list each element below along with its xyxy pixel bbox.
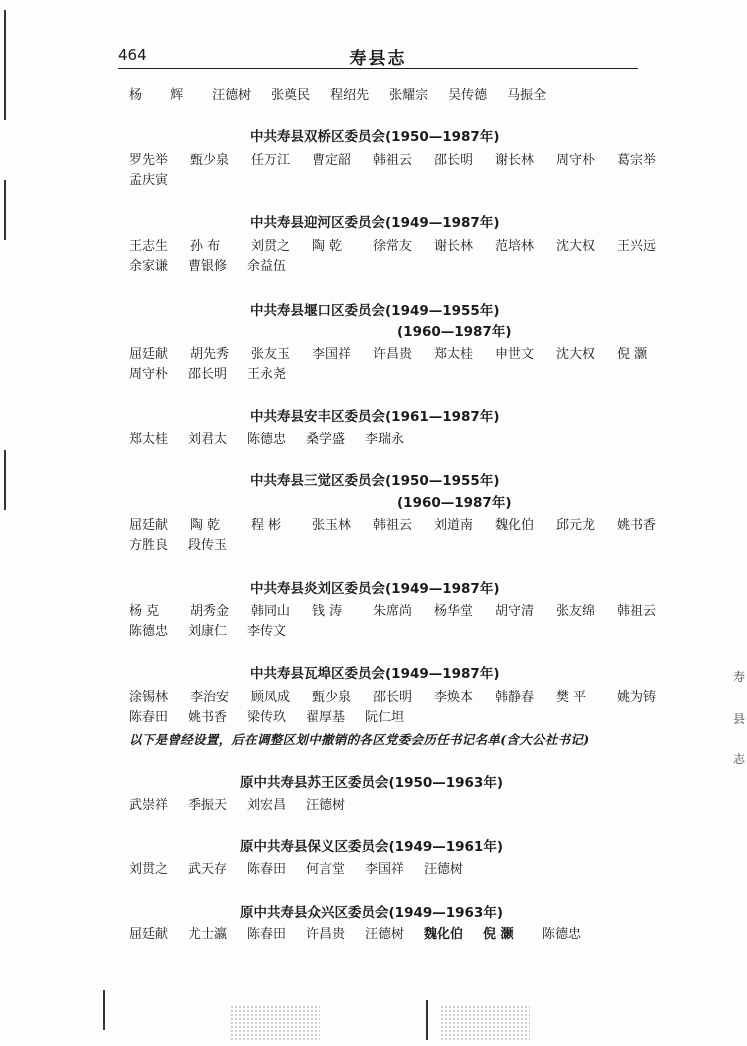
scan-noise <box>440 1005 530 1041</box>
person-name: 韩同山 <box>251 604 291 619</box>
name-row <box>129 149 659 168</box>
former-section-heading: 原中共寿县众兴区委员会(1949—1963年) <box>240 905 503 921</box>
edge-mark: 志 <box>733 752 746 766</box>
section-heading: 中共寿县炎刘区委员会(1949—1987年) <box>250 581 500 597</box>
person-name: 汪德树 <box>212 88 252 103</box>
person-name: 余家谦 <box>129 259 169 274</box>
person-name: 谢长林 <box>434 239 474 254</box>
scan-edge-line <box>4 450 6 510</box>
person-name: 倪 灏 <box>483 927 514 942</box>
person-name: 涂锡林 <box>129 690 169 705</box>
person-name: 李瑞永 <box>365 432 405 447</box>
person-name: 尤士瀛 <box>188 927 228 942</box>
person-name: 段传玉 <box>188 538 228 553</box>
person-name: 郑太桂 <box>434 347 474 362</box>
section-heading: 中共寿县堰口区委员会(1949—1955年) <box>250 303 500 319</box>
person-name: 吴传德 <box>448 88 488 103</box>
person-name: 任万江 <box>251 153 291 168</box>
edge-mark: 寿 <box>733 670 746 684</box>
person-name: 梁传玖 <box>247 710 287 725</box>
person-name: 王兴远 <box>617 239 657 254</box>
name-row <box>129 428 659 447</box>
person-name: 汪德树 <box>424 862 464 877</box>
section-heading: 中共寿县安丰区委员会(1961—1987年) <box>250 409 500 425</box>
person-name: 韩祖云 <box>617 604 657 619</box>
person-name: 程 彬 <box>251 518 282 533</box>
person-name: 邱元龙 <box>556 518 596 533</box>
person-name: 陈德忠 <box>247 432 287 447</box>
section-heading: 中共寿县瓦埠区委员会(1949—1987年) <box>250 666 500 682</box>
person-name: 邵长明 <box>373 690 413 705</box>
edge-mark: 县 <box>733 712 746 726</box>
scan-edge-line <box>4 10 6 120</box>
scan-edge-line <box>426 1000 428 1040</box>
person-name: 申世文 <box>495 347 535 362</box>
person-name: 邵长明 <box>188 367 228 382</box>
person-name: 刘君太 <box>188 432 228 447</box>
person-name: 杨 辉 <box>129 88 196 103</box>
person-name: 韩静春 <box>495 690 535 705</box>
name-row <box>129 235 659 254</box>
person-name: 桑学盛 <box>306 432 346 447</box>
person-name: 刘贯之 <box>129 862 169 877</box>
person-name: 张友玉 <box>251 347 291 362</box>
person-name: 武崇祥 <box>129 798 169 813</box>
person-name: 陈春田 <box>129 710 169 725</box>
running-title: 寿县志 <box>349 49 407 69</box>
person-name: 杨华堂 <box>434 604 474 619</box>
person-name: 张奠民 <box>271 88 311 103</box>
person-name: 姚为铸 <box>617 690 657 705</box>
person-name: 杨 克 <box>129 604 160 619</box>
person-name: 顾凤成 <box>251 690 291 705</box>
person-name: 胡守清 <box>495 604 535 619</box>
person-name: 汪德树 <box>306 798 346 813</box>
section-heading: 中共寿县双桥区委员会(1950—1987年) <box>250 129 500 145</box>
person-name: 张玉林 <box>312 518 352 533</box>
person-name: 姚书香 <box>188 710 228 725</box>
person-name: 张耀宗 <box>389 88 429 103</box>
person-name: 阮仁坦 <box>365 710 405 725</box>
page-number: 464 <box>118 46 147 64</box>
section-heading: 中共寿县三觉区委员会(1950—1955年) <box>250 473 500 489</box>
person-name: 胡秀金 <box>190 604 230 619</box>
section-heading: 中共寿县迎河区委员会(1949—1987年) <box>250 215 500 231</box>
name-row <box>129 600 659 619</box>
name-row <box>129 343 659 362</box>
person-name: 谢长林 <box>495 153 535 168</box>
person-name: 刘康仁 <box>188 624 228 639</box>
person-name: 陶 乾 <box>312 239 343 254</box>
person-name: 陶 乾 <box>190 518 221 533</box>
person-name: 徐常友 <box>373 239 413 254</box>
person-name: 罗先举 <box>129 153 169 168</box>
person-name: 王志生 <box>129 239 169 254</box>
person-name: 季振天 <box>188 798 228 813</box>
name-row <box>129 923 659 942</box>
person-name: 沈大权 <box>556 239 596 254</box>
person-name: 甄少泉 <box>312 690 352 705</box>
name-row <box>129 794 659 813</box>
person-name: 郑太桂 <box>129 432 169 447</box>
page-header <box>118 44 638 69</box>
person-name: 李治安 <box>190 690 230 705</box>
person-name: 陈德忠 <box>129 624 169 639</box>
person-name: 翟厚基 <box>306 710 346 725</box>
scan-edge-line <box>103 990 105 1030</box>
person-name: 姚书香 <box>617 518 657 533</box>
section-heading-continued: (1960—1987年) <box>397 495 512 511</box>
person-name: 刘宏昌 <box>247 798 287 813</box>
name-row <box>129 255 659 274</box>
person-name: 范培林 <box>495 239 535 254</box>
name-row <box>129 620 659 639</box>
person-name: 王永尧 <box>247 367 287 382</box>
person-name: 刘贯之 <box>251 239 291 254</box>
name-row <box>129 169 659 188</box>
person-name: 何言堂 <box>306 862 346 877</box>
person-name: 李国祥 <box>365 862 405 877</box>
former-section-heading: 原中共寿县苏王区委员会(1950—1963年) <box>240 775 503 791</box>
person-name: 刘道南 <box>434 518 474 533</box>
person-name: 李焕本 <box>434 690 474 705</box>
person-name: 孟庆寅 <box>129 173 169 188</box>
name-row <box>129 363 659 382</box>
person-name: 胡先秀 <box>190 347 230 362</box>
person-name: 屈廷献 <box>129 927 169 942</box>
person-name: 孙 布 <box>190 239 221 254</box>
person-name: 甄少泉 <box>190 153 230 168</box>
name-row <box>129 534 659 553</box>
scan-noise <box>230 1005 320 1041</box>
person-name: 张友绵 <box>556 604 596 619</box>
person-name: 朱席尚 <box>373 604 413 619</box>
person-name: 樊 平 <box>556 690 587 705</box>
person-name: 余益伍 <box>247 259 287 274</box>
name-row <box>129 514 659 533</box>
person-name: 魏化伯 <box>495 518 535 533</box>
person-name: 许昌贵 <box>306 927 346 942</box>
name-row <box>129 706 659 725</box>
person-name: 屈廷献 <box>129 518 169 533</box>
person-name: 方胜良 <box>129 538 169 553</box>
person-name: 周守朴 <box>556 153 596 168</box>
person-name: 邵长明 <box>434 153 474 168</box>
section-heading-continued: (1960—1987年) <box>397 324 512 340</box>
person-name: 李传文 <box>247 624 287 639</box>
person-name: 曹银修 <box>188 259 228 274</box>
person-name: 葛宗举 <box>617 153 657 168</box>
person-name: 屈廷献 <box>129 347 169 362</box>
name-row <box>129 858 659 877</box>
person-name: 魏化伯 <box>424 927 464 942</box>
scan-edge-line <box>4 180 6 240</box>
person-name: 周守朴 <box>129 367 169 382</box>
person-name: 陈春田 <box>247 862 287 877</box>
person-name: 汪德树 <box>365 927 405 942</box>
name-row <box>129 84 659 103</box>
person-name: 陈德忠 <box>542 927 582 942</box>
person-name: 韩祖云 <box>373 153 413 168</box>
person-name: 许昌贵 <box>373 347 413 362</box>
person-name: 倪 灏 <box>617 347 648 362</box>
person-name: 钱 涛 <box>312 604 343 619</box>
person-name: 韩祖云 <box>373 518 413 533</box>
person-name: 曹定韶 <box>312 153 352 168</box>
former-section-heading: 原中共寿县保义区委员会(1949—1961年) <box>240 839 503 855</box>
explanatory-note: 以下是曾经设置，后在调整区划中撤销的各区党委会历任书记名单(含大公社书记) <box>129 732 590 747</box>
person-name: 程绍先 <box>330 88 370 103</box>
person-name: 陈春田 <box>247 927 287 942</box>
person-name: 李国祥 <box>312 347 352 362</box>
name-row <box>129 686 659 705</box>
person-name: 武天存 <box>188 862 228 877</box>
person-name: 马振全 <box>507 88 547 103</box>
person-name: 沈大权 <box>556 347 596 362</box>
